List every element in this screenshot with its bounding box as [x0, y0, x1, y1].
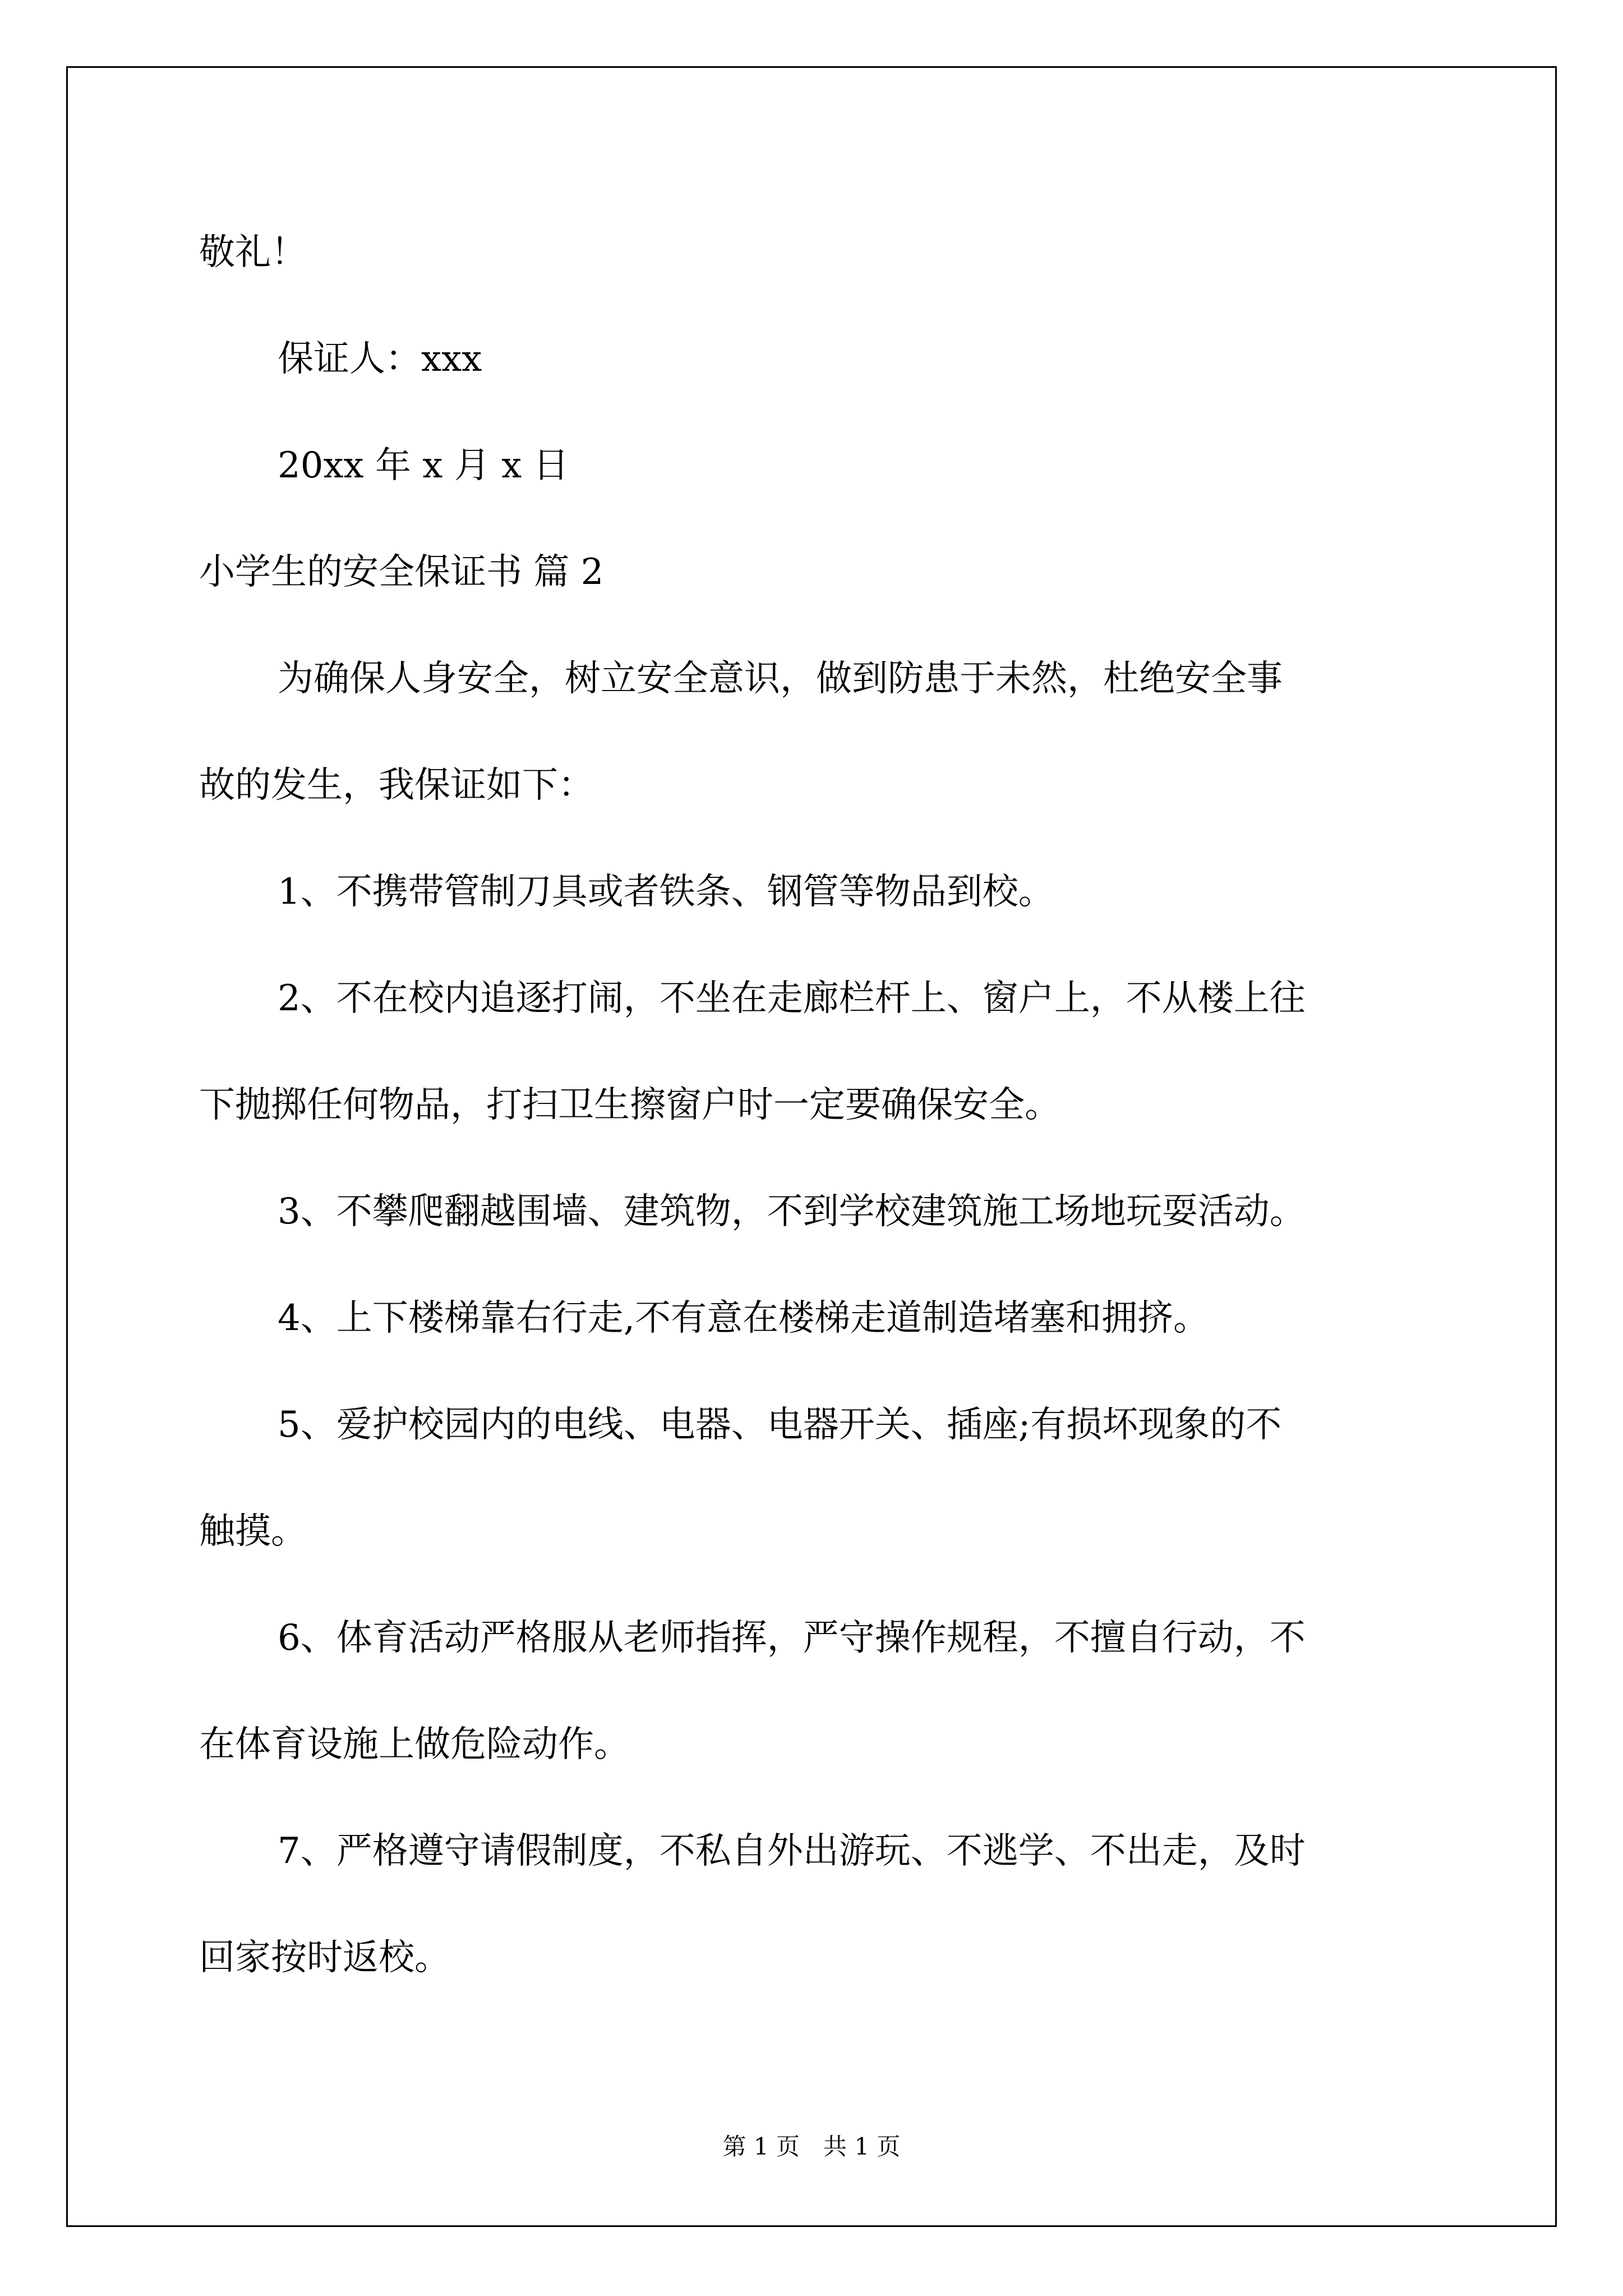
date-line: 20xx 年 x 月 x 日 — [278, 445, 569, 486]
paragraph-line: 3、不攀爬翻越围墙、建筑物，不到学校建筑施工场地玩耍活动。 — [278, 1191, 1306, 1232]
page-number-footer: 第 1 页 共 1 页 — [722, 2133, 901, 2160]
page-border — [66, 66, 1557, 2227]
paragraph-line: 回家按时返校。 — [199, 1937, 450, 1978]
paragraph-line: 4、上下楼梯靠右行走,不有意在楼梯走道制造堵塞和拥挤。 — [278, 1297, 1210, 1339]
guarantor-line: 保证人：xxx — [278, 338, 482, 380]
paragraph-line: 下抛掷任何物品，打扫卫生擦窗户时一定要确保安全。 — [199, 1084, 1061, 1126]
closing-salutation: 敬礼！ — [199, 232, 307, 273]
paragraph-line: 7、严格遵守请假制度，不私自外出游玩、不逃学、不出走，及时 — [278, 1830, 1306, 1872]
paragraph-line: 6、体育活动严格服从老师指挥，严守操作规程，不擅自行动，不 — [278, 1617, 1306, 1659]
paragraph-line: 为确保人身安全，树立安全意识，做到防患于未然，杜绝安全事 — [278, 658, 1283, 700]
paragraph-line: 2、不在校内追逐打闹，不坐在走廊栏杆上、窗户上，不从楼上往 — [278, 978, 1306, 1019]
paragraph-line: 触摸。 — [199, 1511, 307, 1552]
paragraph-line: 故的发生，我保证如下： — [199, 765, 594, 806]
paragraph-line: 5、爱护校园内的电线、电器、电器开关、插座;有损坏现象的不 — [278, 1404, 1282, 1446]
paragraph-line: 1、不携带管制刀具或者铁条、钢管等物品到校。 — [278, 871, 1054, 913]
paragraph-line: 在体育设施上做危险动作。 — [199, 1724, 630, 1765]
section-heading: 小学生的安全保证书 篇 2 — [199, 551, 604, 593]
